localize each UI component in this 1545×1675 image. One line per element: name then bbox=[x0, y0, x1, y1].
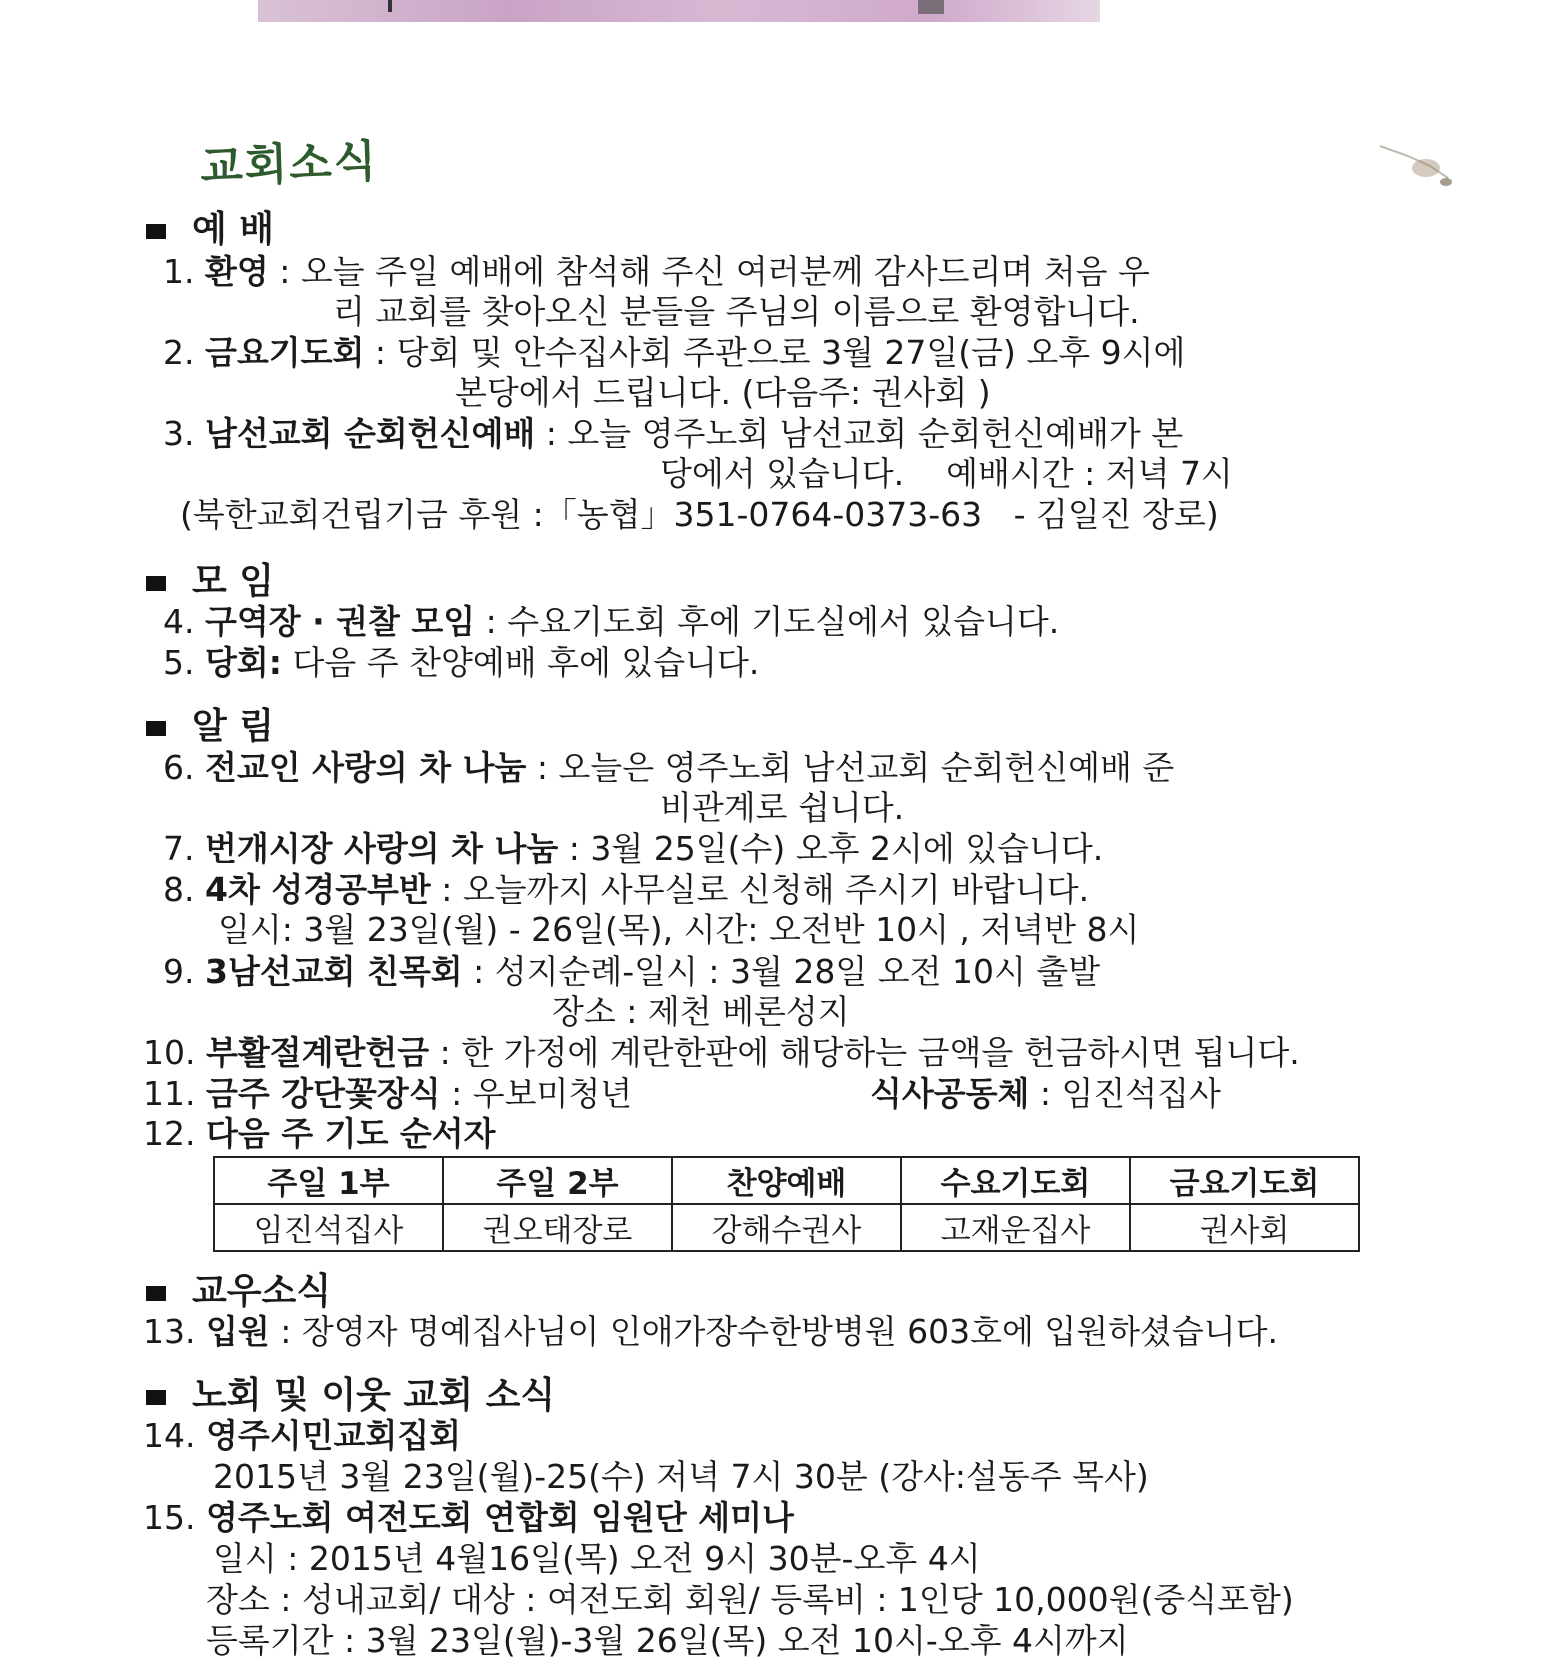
page-heading: 교회소식 bbox=[199, 135, 380, 194]
table-header-cell: 찬양예배 bbox=[672, 1157, 901, 1204]
item-text: 오늘 영주노회 남선교회 순회헌신예배가 본 bbox=[567, 414, 1184, 453]
item-separator: : bbox=[485, 602, 497, 641]
strip-mark bbox=[918, 0, 944, 14]
item-number: 14. bbox=[143, 1416, 196, 1455]
item-title: 다음 주 기도 순서자 bbox=[205, 1114, 496, 1153]
item-number: 7. bbox=[163, 829, 195, 868]
item-number: 6. bbox=[163, 748, 195, 787]
item-title: 남선교회 순회헌신예배 bbox=[205, 414, 536, 453]
item-9-cont: 장소 : 제천 베론성지 bbox=[552, 992, 850, 1031]
item-title: 금요기도회 bbox=[205, 333, 365, 372]
item-separator: : bbox=[1039, 1074, 1052, 1113]
item-1 bbox=[163, 252, 1403, 292]
item-10 bbox=[143, 1033, 1300, 1073]
item-separator: : bbox=[536, 748, 548, 787]
item-6 bbox=[163, 748, 1174, 788]
item-13 bbox=[143, 1312, 1278, 1352]
item-15-date: 일시 : 2015년 4월16일(목) 오전 9시 30분-오후 4시 bbox=[213, 1539, 981, 1578]
item-number: 8. bbox=[163, 870, 195, 909]
item-2-cont: 본당에서 드립니다. (다음주: 권사회 ) bbox=[455, 373, 991, 412]
item-1-cont: 리 교회를 찾아오신 분들을 주님의 이름으로 환영합니다. bbox=[333, 292, 1140, 331]
table-header-cell: 주일 1부 bbox=[214, 1157, 443, 1204]
table-cell: 임진석집사 bbox=[214, 1204, 443, 1251]
item-text: 3월 25일(수) 오후 2시에 있습니다. bbox=[590, 829, 1104, 868]
strip-mark bbox=[388, 0, 392, 12]
item-14 bbox=[143, 1416, 461, 1456]
item-15-place: 장소 : 성내교회/ 대상 : 여전도회 회원/ 등록비 : 1인당 10,000원(중식포함) bbox=[206, 1580, 1294, 1619]
item-8-cont: 일시: 3월 23일(월) - 26일(목), 시간: 오전반 10시 , 저녁반 8시 bbox=[218, 910, 1140, 949]
item-9 bbox=[163, 952, 1100, 992]
item-number: 10. bbox=[143, 1033, 196, 1072]
item-text: 오늘은 영주노회 남선교회 순회헌신예배 준 bbox=[558, 748, 1175, 787]
item-text: 오늘 주일 예배에 참석해 주신 여러분께 감사드리며 처음 우 bbox=[300, 252, 1150, 291]
bullet-square-icon bbox=[146, 1286, 166, 1301]
paper-smudge bbox=[1378, 142, 1468, 202]
item-number: 3. bbox=[163, 414, 195, 453]
item-separator: : bbox=[545, 414, 557, 453]
section-title: 노회 및 이웃 교회 소식 bbox=[192, 1375, 556, 1416]
section-title: 모 임 bbox=[192, 561, 275, 602]
item-separator: : bbox=[374, 333, 387, 372]
item-text: 우보미청년 bbox=[472, 1074, 633, 1113]
item-number: 2. bbox=[163, 333, 195, 372]
item-title: 금주 강단꽃장식 bbox=[205, 1074, 441, 1113]
item-5 bbox=[163, 643, 759, 683]
item-number: 5. bbox=[163, 643, 195, 682]
item-text: 장영자 명예집사님이 인애가장수한방병원 603호에 입원하셨습니다. bbox=[301, 1312, 1279, 1351]
item-text: 한 가정에 계란한판에 해당하는 금액을 헌금하시면 됩니다. bbox=[461, 1033, 1300, 1072]
item-separator: : bbox=[280, 1312, 292, 1351]
item-14-cont: 2015년 3월 23일(월)-25(수) 저녁 7시 30분 (강사:설동주 목사) bbox=[213, 1457, 1149, 1496]
item-separator: : bbox=[279, 252, 291, 291]
item-3 bbox=[163, 414, 1183, 454]
item-8 bbox=[163, 870, 1089, 910]
top-photo-strip bbox=[258, 0, 1100, 22]
table-row bbox=[214, 1157, 1359, 1204]
item-7 bbox=[163, 829, 1103, 869]
item-title: 3남선교회 친목회 bbox=[205, 952, 463, 991]
item-number: 12. bbox=[143, 1114, 196, 1153]
item-11 bbox=[143, 1074, 632, 1114]
item-text: 임진석집사 bbox=[1061, 1074, 1221, 1113]
item-4 bbox=[163, 602, 1059, 642]
item-title: 식사공동체 bbox=[870, 1074, 1030, 1113]
item-separator: : bbox=[441, 870, 453, 909]
item-title: 영주시민교회집회 bbox=[205, 1416, 462, 1455]
section-title: 알 림 bbox=[192, 706, 275, 747]
item-title: 영주노회 여전도회 연합회 임원단 세미나 bbox=[205, 1498, 794, 1537]
table-header-cell: 주일 2부 bbox=[443, 1157, 672, 1204]
item-text: 오늘까지 사무실로 신청해 주시기 바랍니다. bbox=[462, 870, 1090, 909]
section-title: 교우소식 bbox=[192, 1271, 332, 1312]
item-12 bbox=[143, 1114, 495, 1154]
item-title: 환영 bbox=[205, 252, 269, 291]
section-notice bbox=[146, 705, 274, 749]
table-cell: 강해수권사 bbox=[672, 1204, 901, 1251]
item-number: 11. bbox=[143, 1074, 196, 1113]
item-11-second bbox=[870, 1074, 1221, 1114]
bullet-square-icon bbox=[146, 1390, 166, 1405]
section-presbytery bbox=[146, 1374, 555, 1418]
bullet-square-icon bbox=[146, 721, 166, 736]
item-15-period: 등록기간 : 3월 23일(월)-3월 26일(목) 오전 10시-오후 4시까지 bbox=[206, 1621, 1129, 1660]
item-title: 번개시장 사랑의 차 나눔 bbox=[205, 829, 559, 868]
item-text: 성지순례-일시 : 3월 28일 오전 10시 출발 bbox=[494, 952, 1101, 991]
item-number: 1. bbox=[163, 252, 195, 291]
bullet-square-icon bbox=[146, 224, 166, 239]
item-6-cont: 비관계로 쉽니다. bbox=[660, 788, 905, 827]
item-text: 수요기도회 후에 기도실에서 있습니다. bbox=[507, 602, 1060, 641]
item-title: 당회: bbox=[205, 643, 282, 682]
item-2 bbox=[163, 333, 1185, 373]
item-separator: : bbox=[473, 952, 485, 991]
section-worship bbox=[146, 208, 274, 252]
item-text: 다음 주 찬양예배 후에 있습니다. bbox=[292, 643, 760, 682]
table-row bbox=[214, 1204, 1359, 1251]
item-title: 전교인 사랑의 차 나눔 bbox=[205, 748, 527, 787]
bullet-square-icon bbox=[146, 576, 166, 591]
item-number: 13. bbox=[143, 1312, 196, 1351]
item-title: 부활절계란헌금 bbox=[205, 1033, 430, 1072]
table-header-cell: 수요기도회 bbox=[901, 1157, 1130, 1204]
section-members bbox=[146, 1270, 331, 1314]
section-title: 예 배 bbox=[192, 209, 275, 250]
fund-info: (북한교회건립기금 후원 :「농협」351-0764-0373-63 - 김일진 장로) bbox=[180, 495, 1219, 534]
item-15 bbox=[143, 1498, 794, 1538]
section-meeting bbox=[146, 560, 274, 604]
item-3-cont: 당에서 있습니다. 예배시간 : 저녁 7시 bbox=[660, 454, 1233, 493]
item-separator: : bbox=[568, 829, 580, 868]
item-number: 4. bbox=[163, 602, 195, 641]
item-separator: : bbox=[451, 1074, 463, 1113]
item-number: 9. bbox=[163, 952, 195, 991]
table-cell: 권사회 bbox=[1130, 1204, 1359, 1251]
prayer-schedule-table bbox=[213, 1156, 1360, 1252]
item-text: 당회 및 안수집사회 주관으로 3월 27일(금) 오후 9시에 bbox=[396, 333, 1186, 372]
item-number: 15. bbox=[143, 1498, 196, 1537]
item-separator: : bbox=[439, 1033, 451, 1072]
item-title: 입원 bbox=[205, 1312, 270, 1351]
table-cell: 권오태장로 bbox=[443, 1204, 672, 1251]
table-cell: 고재운집사 bbox=[901, 1204, 1130, 1251]
item-title: 구역장 · 권찰 모임 bbox=[205, 602, 476, 641]
item-title: 4차 성경공부반 bbox=[205, 870, 431, 909]
table-header-cell: 금요기도회 bbox=[1130, 1157, 1359, 1204]
